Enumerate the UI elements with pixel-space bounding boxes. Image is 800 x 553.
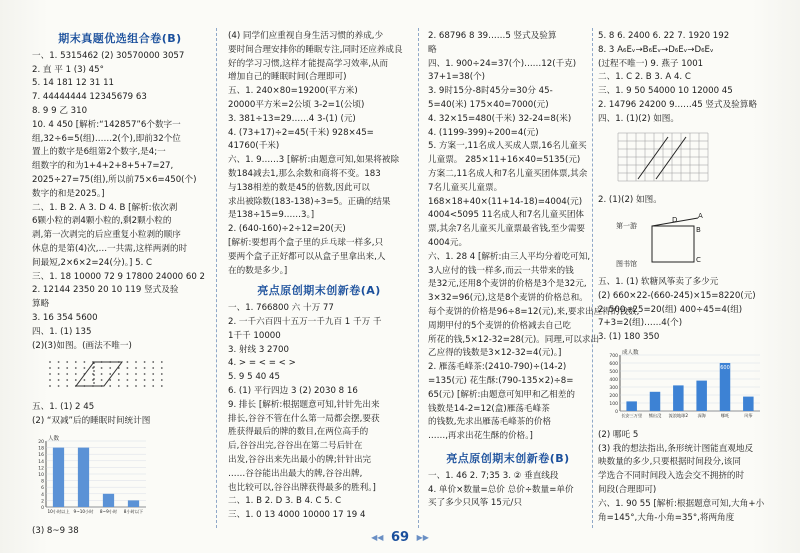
answer-line: 三、1. 9 50 54000 10 12000 45 [598, 86, 733, 97]
y-tick-label: 2 [41, 499, 44, 505]
answer-line: 所花的钱,5×12-32=28(元)。同理,可以求出 [428, 334, 600, 345]
answer-line: 37+1=38(个) [428, 72, 486, 83]
col2-lines [228, 30, 410, 278]
answer-line: (过程不唯一) 9. 燕子 1001 [598, 58, 704, 69]
bar [650, 392, 661, 411]
x-tick-label: 熊出没 [648, 412, 662, 418]
answer-line: 算略 [32, 299, 50, 310]
answer-line: 3人应付的钱一样多,而云一共带来的钱 [428, 265, 574, 276]
map-label-start: 第一游 [616, 222, 637, 231]
answer-line: 2. 12144 2350 20 10 119 竖式及验 [32, 285, 179, 296]
grid-dot [118, 379, 120, 381]
parallelogram-shape [76, 362, 122, 386]
col4-lines3 [598, 429, 776, 526]
col2-lines2 [228, 302, 410, 523]
answer-line: (2) “双减”后的睡眠时间统计图 [32, 415, 151, 426]
answer-line: 映数量的多少,只要根据时间段分,该同 [598, 457, 741, 468]
answer-line: 3. 射线 3 2700 [228, 344, 289, 355]
y-unit-label: 成人数 [622, 349, 639, 356]
answer-line: 20000平方米=2公顷 3-2=1(公顷) [228, 99, 365, 110]
answer-line: 三、1. 18 10000 72 9 17800 24000 60 2 [32, 271, 205, 282]
answer-line: 四、1. (1)(2) 如图。 [598, 113, 679, 124]
answer-line: ……谷谷能出出最大的牌,谷谷出牌, [228, 468, 363, 479]
grid-figure-1 [612, 129, 722, 187]
answer-line: 也比较可以,谷谷出牌获得最多的胜利。] [228, 482, 376, 493]
y-tick-label: 20 [38, 439, 44, 445]
grid-dot [75, 367, 77, 369]
grid-dot [152, 385, 154, 387]
answer-line: 8. 3 A₆Eᵥ→B₆Eᵥ→D₆Eᵥ→D₆Eᵥ [598, 44, 714, 55]
answer-line: 5. 9 5 40 45 [228, 372, 280, 383]
map-rect [652, 226, 694, 262]
x-tick-label: 流浪地球2 [668, 412, 689, 418]
grid-dot [84, 367, 86, 369]
answer-line: (2) 660×22-(660-245)×15=8220(元) [598, 290, 756, 301]
col1-lines [32, 50, 208, 354]
answer-line: 2025÷27=75(组),所以前75×6=450(个) [32, 174, 197, 185]
y-tick-label: 10 [38, 472, 44, 478]
grid-dot [161, 379, 163, 381]
grid-dot [66, 373, 68, 375]
answer-line: 学选合不同时间段入选会交不拥挤的时 [598, 471, 745, 482]
grid-dot [152, 361, 154, 363]
answer-line: 好的学习习惯,这样才能提高学习效率,从而 [228, 58, 389, 69]
answer-line: 五、1. (1) 软糖风筝卖了多少元 [598, 276, 719, 287]
answer-line: 与138相差的数是45的倍数,因此可以 [228, 182, 370, 193]
y-tick-label: 12 [38, 466, 44, 472]
answer-line: 是32元,还用8个麦饼的价格是3个是32元, [428, 279, 587, 290]
column-divider [418, 28, 419, 528]
grid-dot [66, 367, 68, 369]
bar [743, 397, 754, 411]
y-tick-label: 16 [38, 452, 44, 458]
answer-line: 3×32=96(元),这是8个麦饼的价格总和。 [428, 293, 588, 304]
answer-line: 每个麦饼的价格是96÷8=12(元),来,要求出应得的钱数, [428, 306, 640, 317]
map-label-library: 图书馆 [616, 260, 637, 269]
y-unit-label: 人数 [48, 435, 60, 442]
grid-dot [101, 379, 103, 381]
answer-line: (3) 我的想法指出,条形统计图能直观地反 [598, 443, 754, 454]
answer-line: 间最短,2×6×2=24(分)。] 5. C [32, 257, 153, 268]
grid-dot [66, 361, 68, 363]
answer-line: 2. (640-160)÷2÷12=20(天) [228, 224, 346, 235]
x-tick-label: 风筝 [744, 412, 753, 418]
grid-dot [127, 361, 129, 363]
bar [626, 401, 637, 411]
answer-line: 6. (1) 平行四边 3 (2) 2030 8 16 [228, 385, 358, 396]
answer-line: 六、1. 9……3 [解析:由题意可知,如果将被除 [228, 155, 400, 166]
map-label-b: B [696, 226, 701, 235]
grid-dot [49, 367, 51, 369]
grid-dot [127, 379, 129, 381]
y-tick-label: 500 [609, 369, 618, 375]
answer-line: (4) 同学们应重视自身生活习惯的养成,少 [228, 31, 384, 41]
answer-line: 2. 一千六百四十五万一千九百 1 千万 千 [228, 316, 382, 327]
grid-dot [161, 367, 163, 369]
answer-line: 4. (73+17)÷2=45(千米) 928×45= [228, 127, 374, 138]
grid-dot [161, 361, 163, 363]
square-grid [618, 133, 708, 181]
answer-line: 剥,第一次剥完的后应重复小粒剥的顺序 [32, 230, 181, 241]
x-tick-label: 哪吒 [720, 412, 730, 418]
grid-dot [101, 373, 103, 375]
answer-line: 4004<5095 11名成人和7名儿童买团体 [428, 210, 585, 221]
col1-last-line: (3) 8~9 38 [32, 525, 79, 536]
grid-dot [49, 373, 51, 375]
answer-line: 2. 500÷25=20(组) 400÷45=4(组) [598, 304, 743, 315]
bar [53, 447, 64, 506]
answer-line: 3. 9时15分-8时45分=30分 45- [428, 86, 553, 97]
grid-dot [49, 361, 51, 363]
grid-dot [144, 379, 146, 381]
grid-dot [75, 379, 77, 381]
section-title-innovation-a: 亮点原创期末创新卷(A) [257, 284, 381, 298]
answer-line: 胜获得最后的牌的数目,在两位高手的 [228, 427, 369, 438]
answer-line: =135(元) 花生酥:(790-135×2)÷8= [428, 375, 574, 386]
answer-line: 5. 8 6. 2400 6. 22 7. 1920 192 [598, 31, 730, 41]
answer-line: 8. 9 9 乙 310 [32, 105, 88, 116]
x-tick-label: 8小时以下 [123, 508, 144, 514]
answer-line: 儿童票。 285×11+16×40=5135(元) [428, 155, 581, 166]
answer-line: 5=40(米) 175×40=7000(元) [428, 99, 549, 110]
line-b [656, 137, 686, 179]
answer-line: 二、1. C 2. B 3. A 4. C [598, 72, 691, 83]
answer-line: 二、1. B 2. A 3. D 4. B [解析:依次剥 [32, 202, 178, 213]
grid-dot [161, 385, 163, 387]
map-label-c: C [696, 256, 701, 265]
grid-dot [152, 367, 154, 369]
answer-line: 角=145°,大角-小角=35°,将两角度 [598, 512, 735, 523]
answer-line: 二、1. B 2. D 3. B 4. C 5. C [228, 496, 342, 507]
answer-line: 三、1. 0 13 4000 10000 17 19 4 [228, 510, 366, 521]
answer-line: 65(元) [解析:由题意可知甲和乙相差的 [428, 389, 575, 400]
column-4 [598, 30, 776, 530]
grid-dot [152, 373, 154, 375]
answer-line: 6颗小粒的剥4颗小粒的,剩2颗小粒的 [32, 216, 172, 227]
sleep-bar-chart [32, 429, 152, 519]
answer-line: 2. 68796 8 39……5 竖式及验算 [428, 31, 557, 41]
answer-line: 组数字的和为1+4+2+8+5+7=27, [32, 161, 174, 172]
answer-line: 一、1. 46 2. 7;35 3. ② 垂直线段 [428, 470, 559, 481]
grid-dot [58, 379, 60, 381]
grid-dot [127, 385, 129, 387]
bar [673, 385, 684, 411]
column-divider [592, 28, 593, 528]
answer-line: 9. 排长 [解析:根据题意可知,针针先出来 [228, 399, 380, 410]
grid-dot [75, 361, 77, 363]
answer-line: 7. 44444444 12345679 63 [32, 92, 147, 103]
answer-line: 要两个盒子正好都可以从盒子里拿出来,人 [228, 251, 386, 262]
grid-dot [144, 361, 146, 363]
answer-line: (2)(3)如图。(画法不唯一) [32, 340, 132, 351]
y-tick-label: 600 [609, 361, 618, 367]
grid-dot [58, 367, 60, 369]
answer-line: 4. (1199-399)÷200=4(元) [428, 127, 539, 138]
grid-dot [109, 373, 111, 375]
answer-line: 后,谷谷出完,谷谷出在第二号后针在 [228, 441, 363, 452]
y-tick-label: 700 [609, 353, 618, 359]
grid-dot [135, 379, 137, 381]
grid-dot [109, 385, 111, 387]
map-label-a: A [698, 212, 703, 221]
grid-dot [135, 385, 137, 387]
answer-line: 乙应得的钱数是3×12-32=4(元)。] [428, 348, 562, 359]
answer-line: 出发,谷谷出来先出最小的牌;针针出完 [228, 454, 372, 465]
answer-line: (2) 哪吒 5 [598, 429, 639, 440]
grid-dot [144, 385, 146, 387]
section-title-innovation-b: 亮点原创期末创新卷(B) [446, 451, 570, 465]
answer-line: 5. 14 181 12 31 11 [32, 78, 115, 89]
movie-bar-chart [598, 345, 768, 423]
answer-line: 5. 方案一,11名成人买成人票,16名儿童买 [428, 141, 587, 152]
grid-dot [66, 385, 68, 387]
col4-lines [598, 30, 776, 127]
answer-line: 四、1. 900÷24=37(个)……12(千克) [428, 58, 577, 69]
bar [78, 447, 89, 506]
answer-line: 五、1. 240×80=19200(平方米) [228, 86, 358, 97]
answer-line: 要时间合理安排你的睡眠专注,同时还应养成良 [228, 44, 403, 55]
page-number: 69 [390, 530, 410, 545]
grid-dot [84, 361, 86, 363]
grid-dot [49, 385, 51, 387]
prev-arrows-icon: ◀◀ [371, 533, 384, 542]
answer-line: 间段(合理即可) [598, 484, 657, 495]
grid-dot [161, 373, 163, 375]
grid-dot [58, 361, 60, 363]
answer-line: 组,32÷6=5(组)……2(个),即前32个位 [32, 133, 181, 144]
map-label-d: D [672, 216, 678, 225]
answer-line: 的钱数,先求出雁荡毛峰茶的价格 [428, 417, 552, 428]
answer-line: 3. 381÷13=29……4 3-(1) (元) [228, 113, 356, 124]
y-tick-label: 6 [41, 485, 44, 491]
answer-line: 休息的是第(4)次,…一共需,这样两剥的时 [32, 243, 188, 254]
answer-line: 买了多少只风筝 15元/只 [428, 498, 522, 509]
answer-line: 在的数是多少。] [228, 265, 288, 276]
answer-line: 增加自己的睡眠时间(合理即可) [228, 72, 347, 83]
x-tick-label: 9~10小时 [73, 508, 94, 514]
y-tick-label: 400 [609, 377, 618, 383]
answer-line: 四、1. (1) 135 [32, 326, 92, 337]
data-label: 600 [720, 364, 730, 371]
grid-dot [66, 379, 68, 381]
answer-line: 六、1. 90 55 [解析:根据题意可知,大角+小 [598, 498, 765, 509]
x-tick-label: 长安三万里 [621, 412, 643, 418]
column-2 [228, 30, 410, 530]
y-tick-label: 300 [609, 385, 618, 391]
answer-line: 是138÷15=9……3。] [228, 210, 315, 221]
grid-dot [118, 385, 120, 387]
answer-line: 数字的和是2025。] [32, 188, 105, 199]
grid-dot [58, 385, 60, 387]
grid-dot [144, 367, 146, 369]
col4-lines2 [598, 276, 776, 345]
answer-line: 方案二,11名成人和7名儿童买团体票,其余 [428, 168, 588, 179]
y-tick-label: 4 [41, 492, 44, 498]
answer-line: 略 [428, 44, 437, 55]
answer-line: 一、1. 5315462 (2) 30570000 3057 [32, 50, 185, 61]
column-1 [32, 30, 208, 536]
col1-after-lines [32, 401, 208, 429]
bar [696, 381, 707, 411]
answer-line: 7名儿童买儿童票。 [428, 182, 503, 193]
answer-line: ……,再求出花生酥的价格。] [428, 431, 533, 442]
y-tick-label: 0 [41, 505, 44, 511]
grid-dot [75, 373, 77, 375]
bar [128, 500, 139, 507]
answer-line: 2. 14796 24200 9……45 竖式及验算略 [598, 99, 757, 110]
column-divider [216, 28, 217, 528]
y-tick-label: 0 [615, 409, 618, 415]
answer-line: 41760(千米) [228, 141, 280, 152]
col4-mid-lines [598, 194, 776, 208]
answer-line: 求出被除数(183-138)÷3=5。正确的结果 [228, 196, 391, 207]
y-tick-label: 8 [41, 479, 44, 485]
grid-dot [118, 373, 120, 375]
bar [103, 494, 114, 507]
answer-line: 五、1. (1) 2 45 [32, 402, 95, 413]
answer-line: 2. 雁荡毛峰茶:(2410-790)÷(14-2) [428, 362, 567, 373]
answer-line: 置上的数字是6组第2个数字,是4;一 [32, 147, 166, 158]
answer-line: 4. 单价×数量=总价 总价÷数量=单价 [428, 484, 574, 495]
grid-dot [101, 367, 103, 369]
section-title-final-b: 期末真题优选组合卷(B) [58, 32, 182, 45]
answer-line: 数184减去1,那么余数和商将不变。183 [228, 168, 381, 179]
line-a [638, 137, 668, 179]
y-tick-label: 18 [38, 446, 44, 452]
grid-dot [152, 379, 154, 381]
y-tick-label: 14 [38, 459, 44, 465]
grid-dot [127, 367, 129, 369]
answer-line: 3. (1) 180 350 [598, 332, 660, 343]
x-tick-label: 10小时以上 [47, 508, 70, 514]
answer-line: 票,其余7名儿童买儿童票最省钱,至少需要 [428, 224, 586, 235]
answer-line: 7+3=2(组)……4(个) [598, 318, 683, 329]
x-tick-label: 深海 [697, 412, 706, 418]
answer-line: 六、1. 28 4 [解析:由三人平均分着吃可知, [428, 251, 591, 262]
y-tick-label: 200 [609, 393, 618, 399]
answer-line: 168×18+40×(11+14-18)=4004(元) [428, 196, 583, 207]
answer-line: 排长,谷谷不管在什么第一局都会摆,要获 [228, 413, 380, 424]
answer-line: 钱数是14-2=12(盒)雁荡毛峰茶 [428, 403, 550, 414]
map-figure [612, 210, 722, 268]
page-footer [0, 530, 800, 545]
answer-line: 一、1. 766800 六 十万 77 [228, 303, 334, 314]
grid-dot [127, 373, 129, 375]
answer-line: 1千千 10000 [228, 330, 281, 341]
answer-line: 2. 直 平 1 (3) 45° [32, 64, 104, 75]
answer-line: 3. 16 354 5600 [32, 312, 98, 323]
answer-line: 4. > = < = < > [228, 358, 296, 369]
answer-line: 4. 32×15=480(千米) 32-24=8(米) [428, 113, 572, 124]
grid-dot [135, 361, 137, 363]
grid-dot [109, 367, 111, 369]
answer-line: 10. 4 450 [解析:“142857”6个数字一 [32, 119, 181, 130]
grid-dot [135, 373, 137, 375]
next-arrows-icon: ▶▶ [416, 533, 429, 542]
x-tick-label: 8~9小时 [99, 508, 118, 514]
grid-dot [49, 379, 51, 381]
y-tick-label: 100 [609, 401, 618, 407]
answer-line: [解析:要想再个盒子里的乒乓球一样多,只 [228, 237, 384, 248]
grid-dot [144, 373, 146, 375]
grid-dot [84, 379, 86, 381]
grid-dot [58, 373, 60, 375]
dot-grid-figure [46, 355, 166, 393]
col3-lines2 [428, 470, 588, 511]
grid-dot [135, 367, 137, 369]
answer-line: 4004元。 [428, 237, 468, 248]
answer-line: 2. (1)(2) 如图。 [598, 195, 662, 206]
answer-line: 周期甲付的5个麦饼的价格减去自己吃 [428, 320, 571, 331]
